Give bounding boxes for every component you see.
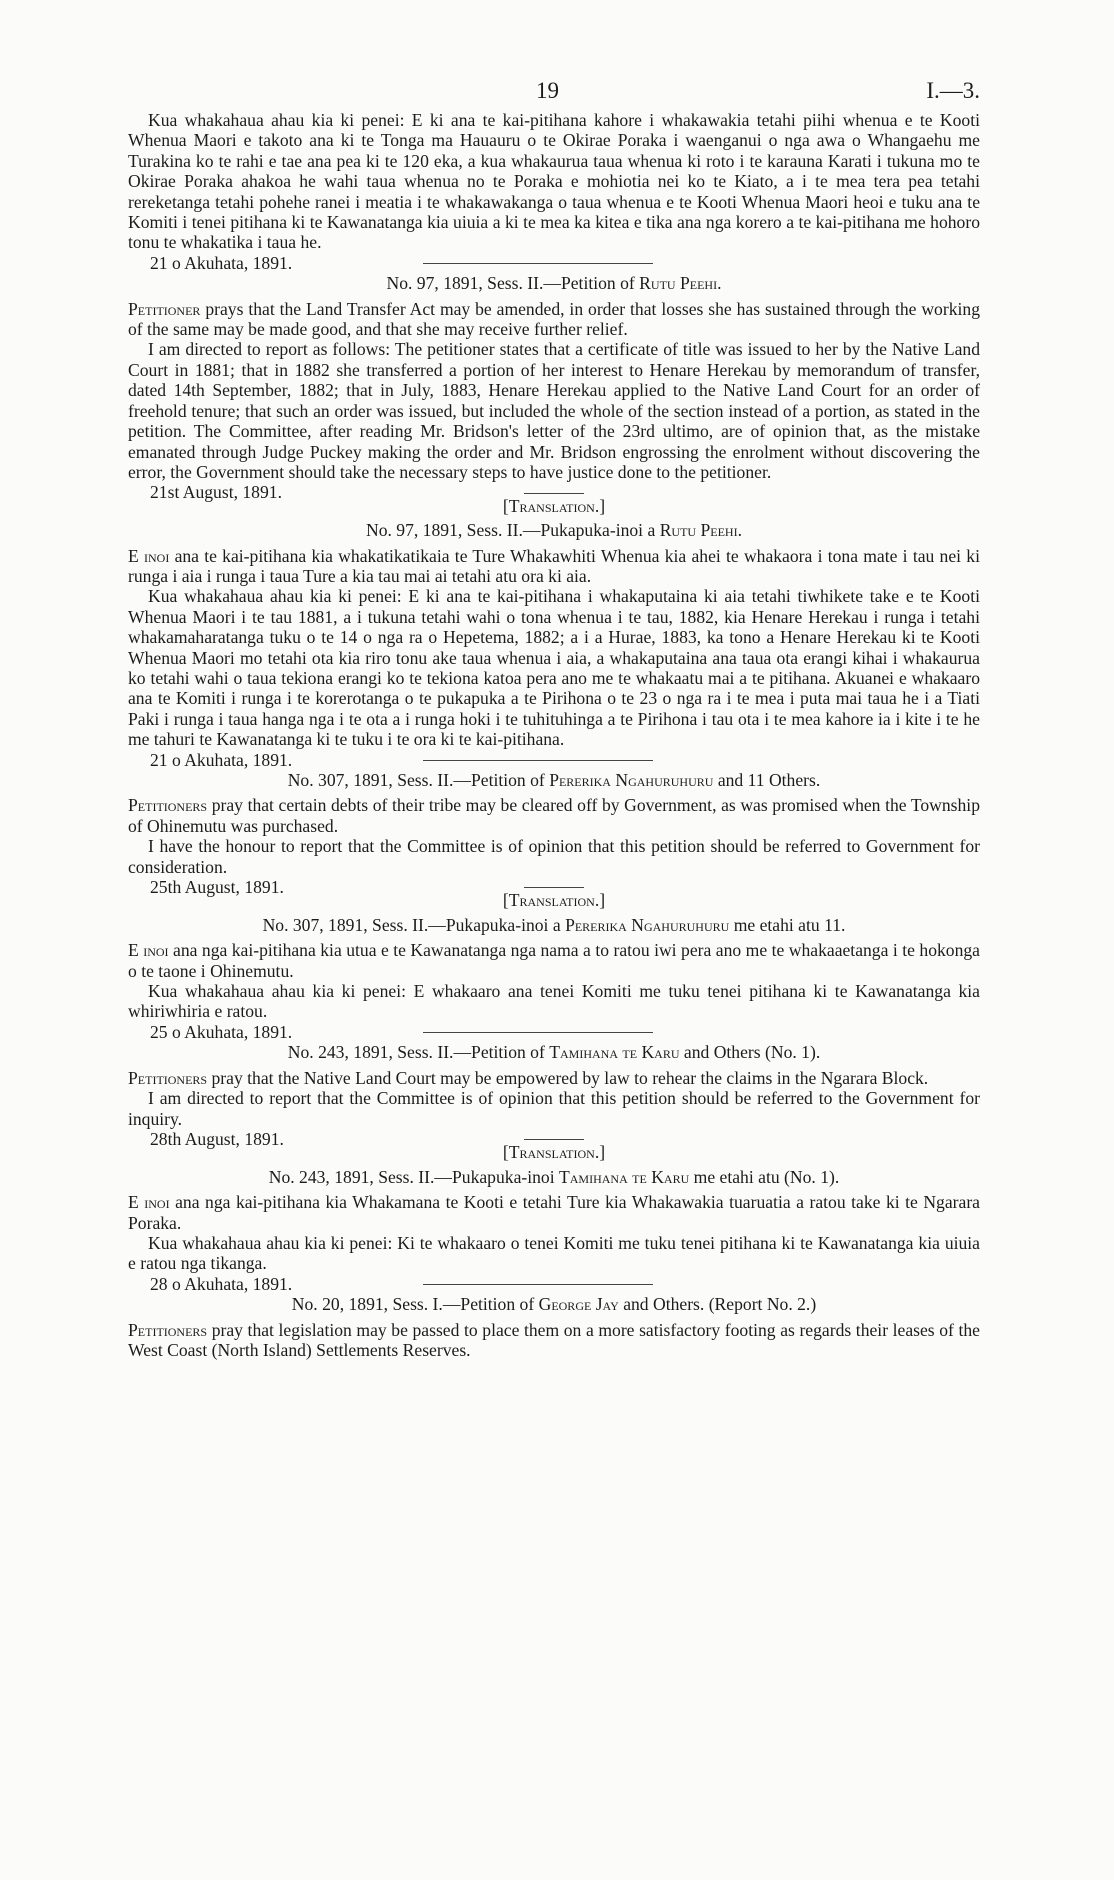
prayer-paragraph [128, 1320, 980, 1361]
heading-text: and 11 Others. [713, 770, 821, 790]
report-date: 21st August, 1891. [150, 482, 282, 503]
translation-text: [Translation.] [502, 1142, 606, 1163]
prayer-text: ana nga kai-pitihana kia Whakamana te Kooti e tetahi Ture kia Whakawakia tuaruatia a ratou take ki te Ngarara Poraka. [128, 1192, 980, 1233]
heading-text: . [717, 273, 722, 294]
lead-word: Petitioners [128, 1067, 208, 1088]
prayer-text: ana nga kai-pitihana kia utua e te Kawanatanga nga nama a to ratou iwi pera ano me te whakaaetanga i te hokonga o te taone i Ohinemutu. [128, 940, 980, 981]
heading-text: No. 97, 1891, Sess. II.—Pukapuka-inoi a [365, 520, 660, 541]
petitioner-name: Tamihana te Karu [559, 1166, 690, 1187]
report-paragraph: I have the honour to report that the Committee is of opinion that this petition should be referred to Government for consideration. [128, 836, 980, 877]
prayer-paragraph [128, 940, 980, 981]
report-paragraph: Kua whakahaua ahau kia ki penei: E ki ana te kai-pitihana kahore i whakawakia tetahi piihi whenua e te Kooti Whenua Maori e takoto ana ki te Tonga ma Hauauru o te Okirae Poraka i waenganui o nga awa o Whangaehu me Turakina ko te rahi e tae ana pea ki te 120 eka, a kua whakaurua taua whenua ki roto i te karauna Karati i tukuna mo te Okirae Poraka ahakoa he wahi taua whenua no te Poraka e mohiotia nei ko te Kiato, a i te mea tera pea tetahi rereketanga tetahi pohehe ranei i meatia i te whakawakanga o taua whenua e te Kooti Whenua Maori heoi e tuku ana te Komiti i tenei pitihana ki te Kawanatanga kia uiuia a ki te mea ka kitea e tika ana nga korero a te kai-pitihana me hohoro tonu te whakatika i taua he. [128, 110, 980, 253]
section-divider [423, 760, 653, 761]
report-date: 28 o Akuhata, 1891. [150, 1273, 293, 1294]
prayer-paragraph [128, 795, 980, 836]
report-date: 25 o Akuhata, 1891. [150, 1021, 293, 1042]
petition-heading [128, 520, 980, 540]
prayer-paragraph [128, 1068, 980, 1088]
petitioner-name: Pererika Ngahuruhuru [549, 770, 714, 790]
petitioner-name: George Jay [538, 1294, 619, 1315]
translation-text: [Translation.] [502, 495, 606, 516]
heading-text: me etahi atu 11. [729, 914, 846, 935]
petition-heading [128, 1167, 980, 1187]
petitioner-name: Rutu Peehi [639, 273, 718, 294]
heading-text: No. 307, 1891, Sess. II.—Pukapuka-inoi a [262, 914, 566, 935]
report-date: 21 o Akuhata, 1891. [150, 749, 293, 770]
report-paragraph: Kua whakahaua ahau kia ki penei: E ki ana te kai-pitihana i whakaputaina ki aia tetahi tiwhikete take e te Kooti Whenua Maori i te tau 1881, a i tukuna tetahi wahi o tona whenua i te tau, 1882, kia Henare Herekau i runga i tetahi whakamaharatanga tuku o te 14 o nga ra o Hepetema, 1882; a i a Hurae, 1883, ka tono a Henare Herekau ki te Kooti Whenua Maori mo tetahi ota kia riro tonu ake taua whenua i aia, a whakaputaina ana taua ota erangi kihai i whakaurua ko tetahi wahi o taua tekiona erangi ko te tekiona katoa pera ano me te whakaatu mai a te pitihana. Akuanei e whakaaro ana te Komiti i runga i te korerotanga o te pukapuka a te Pirihona o te 23 o nga ra i te mea i puta mai taua he i a Tiati Paki i runga i taua hanga nga i te ota a i runga hoki i te tuhituhinga a te Pirihona i tau ota i te mea kahore ia i kite i te he me tahuri te Kawanatanga ki te tuku i te ora ki te kai-pitihana. [128, 586, 980, 750]
petition-heading [128, 1042, 980, 1062]
report-date: 28th August, 1891. [150, 1128, 284, 1149]
section-divider [423, 1284, 653, 1285]
prayer-text: pray that certain debts of their tribe may be cleared off by Government, as was promised when the Township of Ohinemutu was purchased. [128, 795, 980, 836]
petitioner-name: Pererika Ngahuruhuru [565, 914, 730, 935]
lead-word: E inoi [128, 545, 170, 566]
heading-text: No. 243, 1891, Sess. II.—Pukapuka-inoi [268, 1166, 560, 1187]
lead-word: Petitioners [128, 1319, 208, 1340]
report-paragraph: Kua whakahaua ahau kia ki penei: E whakaaro ana tenei Komiti me tuku tenei pitihana ki te Kawanatanga kia whiriwhiria e ratou. [128, 981, 980, 1022]
section-divider [524, 1139, 584, 1140]
lead-word: Petitioners [128, 795, 208, 816]
prayer-text: pray that the Native Land Court may be empowered by law to rehear the claims in the Ngarara Block. [207, 1067, 929, 1088]
section-divider [423, 1032, 653, 1033]
heading-text: and Others. (Report No. 2.) [618, 1294, 817, 1315]
heading-text: No. 243, 1891, Sess. II.—Petition of [287, 1042, 550, 1063]
heading-text: No. 97, 1891, Sess. II.—Petition of [386, 273, 640, 294]
prayer-text: ana te kai-pitihana kia whakatikatikaia te Ture Whakawhiti Whenua kia ahei te whakaora i tona mate i tau nei ki runga i aia i runga i taua Ture a kia tau mai ai tetahi atu ora ki aia. [128, 545, 980, 586]
heading-text: . [737, 520, 742, 541]
section-divider [524, 493, 584, 494]
prayer-paragraph [128, 299, 980, 340]
petition-heading [128, 915, 980, 935]
petition-heading [128, 273, 980, 293]
page-content [128, 0, 980, 1360]
page-number: 19 [536, 78, 559, 103]
report-paragraph: I am directed to report that the Committee is of opinion that this petition should be referred to the Government for inquiry. [128, 1088, 980, 1129]
petitioner-name: Rutu Peehi [659, 520, 738, 541]
report-paragraph: I am directed to report as follows: The petitioner states that a certificate of title was issued to her by the Native Land Court in 1881; that in 1882 she transferred a portion of her interest to Henare Herekau by memorandum of transfer, dated 14th September, 1882; that in July, 1883, Henare Herekau applied to the Native Land Court for an order of freehold tenure; that such an order was issued, but included the whole of the section instead of a portion, as stated in the petition. The Committee, after reading Mr. Bridson's letter of the 23rd ultimo, are of opinion that, as the mistake emanated through Judge Puckey making the order and Mr. Bridson engrossing the enrolment without discovering the error, the Government should take the necessary steps to have justice done to the petitioner. [128, 339, 980, 482]
section-divider [423, 263, 653, 264]
lead-word: Petitioner [128, 298, 201, 319]
heading-text: and Others (No. 1). [679, 1042, 821, 1063]
petition-heading [128, 770, 980, 790]
lead-word: E inoi [128, 940, 169, 961]
report-date: 25th August, 1891. [150, 877, 284, 898]
page-header [128, 0, 980, 110]
prayer-paragraph [128, 1192, 980, 1233]
heading-text: No. 20, 1891, Sess. I.—Petition of [291, 1294, 539, 1315]
prayer-text: pray that legislation may be passed to place them on a more satisfactory footing as regards their leases of the West Coast (North Island) Settlements Reserves. [128, 1319, 980, 1360]
lead-word: E inoi [128, 1192, 170, 1213]
report-paragraph: Kua whakahaua ahau kia ki penei: Ki te whakaaro o tenei Komiti me tuku tenei pitihana ki te Kawanatanga kia uiuia e ratou nga tikanga. [128, 1232, 980, 1274]
report-date: 21 o Akuhata, 1891. [150, 252, 293, 273]
paper-reference: I.—3. [926, 78, 980, 103]
prayer-text: prays that the Land Transfer Act may be amended, in order that losses she has sustained through the working of the same may be made good, and that she may receive further relief. [128, 298, 980, 340]
prayer-paragraph [128, 546, 980, 587]
section-divider [524, 887, 584, 888]
heading-text: No. 307, 1891, Sess. II.—Petition of [287, 770, 550, 790]
petitioner-name: Tamihana te Karu [549, 1042, 680, 1063]
heading-text: me etahi atu (No. 1). [689, 1166, 840, 1187]
petition-heading [128, 1294, 980, 1314]
translation-text: [Translation.] [502, 890, 606, 911]
